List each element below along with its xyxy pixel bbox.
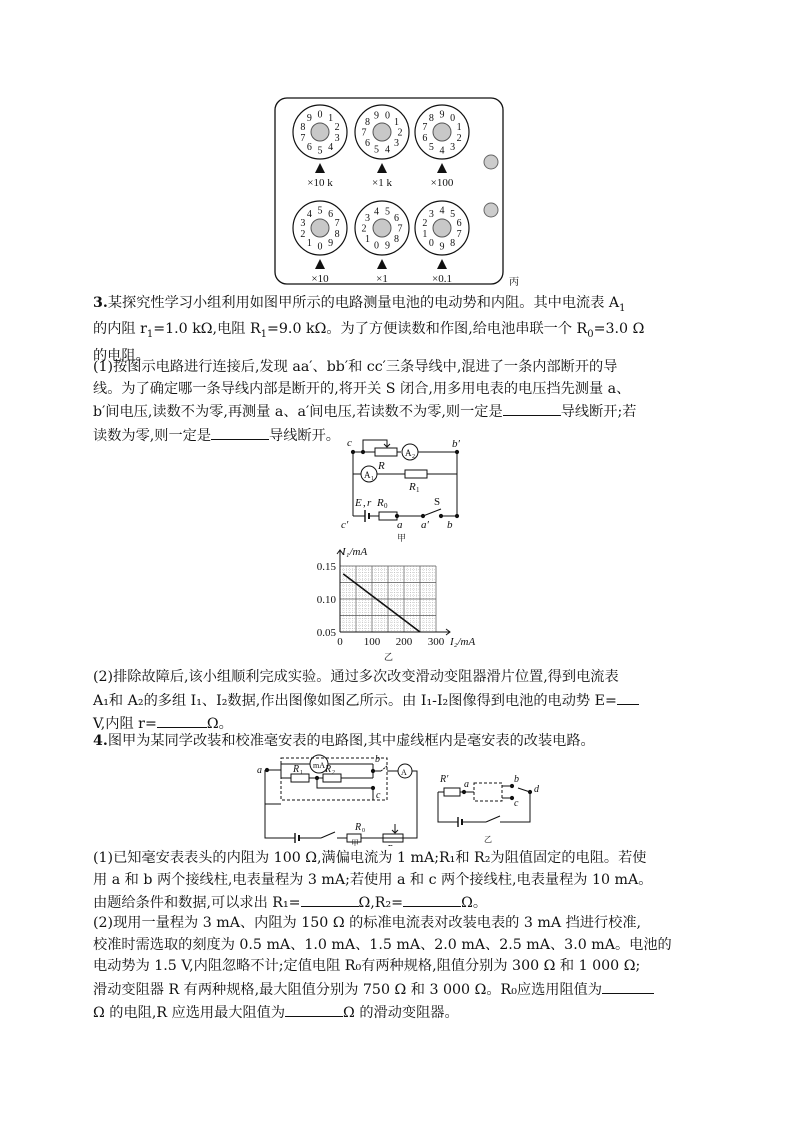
svg-text:1: 1 xyxy=(456,121,462,133)
y-tick-label: 0.05 xyxy=(316,627,336,639)
resistance-box-diagram xyxy=(272,96,524,288)
svg-text:8: 8 xyxy=(428,112,434,124)
svg-text:5: 5 xyxy=(385,206,391,218)
y-tick-label: 0.15 xyxy=(316,561,336,573)
svg-text:2: 2 xyxy=(361,223,367,235)
q3-number: 3. xyxy=(93,295,108,311)
q3-intro: 3.某探究性学习小组利用如图甲所示的电路测量电池的电动势和内阻。其中电流表 $A_1$ 的内阻 $r_1=1.0$ kΩ,电阻 $R_1=9.0$ kΩ。为了方便读数和作图,给电池串联一个 $R_0=3.0$ Ω 的电阻。 xyxy=(93,295,645,364)
q4-part2-line4: 滑动变阻器 R 有两种规格,最大阻值分别为 750 Ω 和 3 000 Ω。R₀应选用阻值为 xyxy=(93,981,603,998)
svg-text:5: 5 xyxy=(317,145,323,157)
svg-text:1: 1 xyxy=(328,112,334,124)
svg-text:8: 8 xyxy=(300,121,306,133)
q3-part1 xyxy=(93,357,705,447)
dial-label-6: ×0.1 xyxy=(432,273,452,285)
q3-intro-line2c: =9.0 kΩ。为了方便读数和作图,给电池串联一个 R xyxy=(267,321,588,338)
answer-blank-3[interactable] xyxy=(617,689,639,705)
svg-text:7: 7 xyxy=(361,127,367,139)
x-axis-label: I₂/mA xyxy=(450,636,476,648)
q4-part1-line3b: Ω,R₂= xyxy=(358,895,404,911)
q3-part1-line4a: 读数为零,则一定是 xyxy=(93,427,212,444)
svg-text:2: 2 xyxy=(332,770,335,776)
svg-text:A: A xyxy=(364,470,371,480)
q4-part2-line5b: Ω 的滑动变阻器。 xyxy=(343,1005,459,1021)
svg-text:9: 9 xyxy=(373,110,379,122)
figure-bing-caption: 丙 xyxy=(509,277,519,288)
svg-text:8: 8 xyxy=(334,229,340,241)
q4-circuit-diagram-jia xyxy=(255,754,420,846)
x-tick-label: 300 xyxy=(427,636,445,648)
svg-text:8: 8 xyxy=(394,234,400,246)
q4-fig-jia-caption: 甲 xyxy=(351,839,359,846)
svg-text:2: 2 xyxy=(397,127,403,139)
svg-text:1: 1 xyxy=(306,238,312,250)
svg-text:4: 4 xyxy=(385,144,391,156)
q4-circuit-yi xyxy=(434,770,544,850)
answer-blank-5[interactable] xyxy=(301,891,359,907)
svg-text:0: 0 xyxy=(428,238,434,250)
q4-part2-line1: (2)现用一量程为 3 mA、内阻为 150 Ω 的标准电流表对改装电表的 3 mA 挡进行校准, xyxy=(93,915,642,931)
q3-intro-line1: 某探究性学习小组利用如图甲所示的电路测量电池的电动势和内阻。其中电流表 A xyxy=(107,295,620,311)
svg-text:mA: mA xyxy=(313,761,325,770)
q3-fig-jia-caption: 甲 xyxy=(397,533,407,543)
svg-text:c: c xyxy=(347,437,352,449)
svg-text:c: c xyxy=(376,790,381,801)
svg-text:0: 0 xyxy=(385,110,391,122)
svg-text:4: 4 xyxy=(439,145,445,157)
svg-text:4: 4 xyxy=(373,206,379,218)
svg-text:5: 5 xyxy=(373,144,379,156)
q3-intro-line2: 的内阻 r xyxy=(93,321,147,338)
svg-text:0: 0 xyxy=(317,109,323,121)
svg-text:7: 7 xyxy=(456,229,462,241)
q3-part2-line3a: V,内阻 r= xyxy=(93,716,157,732)
svg-text:a: a xyxy=(464,779,469,790)
svg-text:3: 3 xyxy=(394,138,400,150)
q4-part2-line3: 电动势为 1.5 V,内阻忽略不计;定值电阻 R₀有两种规格,阻值分别为 300 Ω 和 1 000 Ω; xyxy=(93,958,641,974)
svg-text:r: r xyxy=(367,497,372,509)
svg-text:A: A xyxy=(401,768,407,777)
svg-text:b: b xyxy=(447,519,453,531)
q4-part2-line5a: Ω 的电阻,R 应选用最大阻值为 xyxy=(93,1005,286,1021)
svg-text:1: 1 xyxy=(300,770,303,776)
svg-text:0: 0 xyxy=(362,828,365,834)
q3-part1-line3b: 导线断开;若 xyxy=(560,404,637,420)
svg-text:0: 0 xyxy=(317,241,323,253)
svg-text:7: 7 xyxy=(334,217,340,229)
svg-text:3: 3 xyxy=(334,133,340,145)
dial-label-5: ×1 xyxy=(376,273,388,285)
answer-blank-6[interactable] xyxy=(403,891,461,907)
y-tick-label: 0.10 xyxy=(316,594,336,606)
q3-part2-line3b: Ω。 xyxy=(206,716,233,732)
svg-text:R: R xyxy=(377,497,384,509)
dial-label-2: ×1 k xyxy=(372,177,392,189)
svg-text:9: 9 xyxy=(439,109,445,121)
svg-text:1: 1 xyxy=(416,486,420,494)
x-tick-label: 100 xyxy=(363,636,381,648)
svg-text:6: 6 xyxy=(328,208,334,220)
svg-text:b: b xyxy=(375,754,380,765)
svg-text:6: 6 xyxy=(364,138,370,150)
svg-text:1: 1 xyxy=(394,116,400,128)
q3-circuit-diagram xyxy=(335,436,475,546)
answer-blank-1[interactable] xyxy=(503,400,561,416)
svg-text:1: 1 xyxy=(371,476,374,482)
q3-i1-i2-chart xyxy=(300,545,500,665)
q3-fig-yi-caption: 乙 xyxy=(384,652,394,662)
svg-text:5: 5 xyxy=(450,208,456,220)
svg-text:6: 6 xyxy=(456,217,462,229)
svg-text:9: 9 xyxy=(439,241,445,253)
svg-text:4: 4 xyxy=(439,205,445,217)
svg-text:2: 2 xyxy=(422,217,428,229)
answer-blank-7[interactable] xyxy=(602,978,654,994)
svg-text:a: a xyxy=(257,765,262,776)
svg-text:5: 5 xyxy=(428,142,434,154)
svg-text:R: R xyxy=(355,822,362,833)
q3-intro-line3: 的电阻。 xyxy=(93,347,150,364)
svg-text:3: 3 xyxy=(428,208,434,220)
svg-text:7: 7 xyxy=(397,223,403,235)
dial-label-4: ×10 xyxy=(311,273,329,285)
q3-intro-line2d: =3.0 Ω xyxy=(593,321,645,338)
svg-text:R: R xyxy=(409,481,416,493)
svg-text:b: b xyxy=(514,774,519,785)
svg-text:c′: c′ xyxy=(341,519,349,531)
figure-bing xyxy=(272,96,524,288)
svg-text:A: A xyxy=(405,448,412,458)
x-tick-label: 200 xyxy=(395,636,413,648)
svg-text:4: 4 xyxy=(306,208,312,220)
svg-text:2: 2 xyxy=(334,121,340,133)
q4-part2-line2: 校准时需选取的刻度为 0.5 mA、1.0 mA、1.5 mA、2.0 mA、2.5 mA、3.0 mA。电池的 xyxy=(93,936,672,953)
svg-text:2: 2 xyxy=(300,229,306,241)
svg-text:E: E xyxy=(355,497,362,509)
answer-blank-4[interactable] xyxy=(157,712,207,728)
q4-part1-line2: 用 a 和 b 两个接线柱,电表量程为 3 mA;若使用 a 和 c 两个接线柱,电表量程为 10 mA。 xyxy=(93,871,653,888)
svg-text:4: 4 xyxy=(328,142,334,154)
svg-text:2: 2 xyxy=(412,454,415,460)
answer-blank-2[interactable] xyxy=(211,424,269,440)
svg-text:a′: a′ xyxy=(421,519,429,531)
q3-intro-line2b: =1.0 kΩ,电阻 R xyxy=(153,321,261,338)
q4-part1-line1: (1)已知毫安表表头的内阻为 100 Ω,满偏电流为 1 mA;R₁和 R₂为阻值固定的电阻。若使 xyxy=(93,850,647,866)
dial-label-3: ×100 xyxy=(430,177,454,189)
q3-part2 xyxy=(93,667,705,736)
svg-text:8: 8 xyxy=(364,116,370,128)
q4-part1 xyxy=(93,848,705,915)
svg-text:9: 9 xyxy=(306,112,312,124)
q4-intro xyxy=(93,731,705,753)
svg-text:6: 6 xyxy=(422,133,428,145)
svg-text:R: R xyxy=(293,764,300,775)
svg-text:d: d xyxy=(534,784,539,795)
q3-circuit-jia xyxy=(335,436,475,546)
svg-text:0: 0 xyxy=(373,240,379,252)
svg-text:8: 8 xyxy=(450,238,456,250)
svg-text:R: R xyxy=(378,460,385,472)
svg-text:7: 7 xyxy=(422,121,428,133)
q3-part2-line1: (2)排除故障后,该小组顺利完成实验。通过多次改变滑动变阻器滑片位置,得到电流表 xyxy=(93,669,619,685)
q4-circuit-diagram-yi xyxy=(434,770,544,850)
svg-text:0: 0 xyxy=(384,502,388,510)
svg-text:,: , xyxy=(363,497,366,509)
q4-fig-yi-caption: 乙 xyxy=(484,835,492,844)
q4-part1-line3a: 由题给条件和数据,可以求出 R₁= xyxy=(93,895,301,911)
dial-label-1: ×10 k xyxy=(307,177,333,189)
q3-part1-line2: 线。为了确定哪一条导线内部是断开的,将开关 S 闭合,用多用电表的电压挡先测量 a、 xyxy=(93,380,631,397)
q3-part1-line3a: b′间电压,读数不为零,再测量 a、a′间电压,若读数不为零,则一定是 xyxy=(93,404,503,420)
q4-intro-text: 图甲为某同学改装和校准毫安表的电路图,其中虚线框内是毫安表的改装电路。 xyxy=(107,733,595,749)
svg-text:3: 3 xyxy=(300,217,306,229)
q3-graph-yi xyxy=(300,545,500,665)
svg-text:R′: R′ xyxy=(440,774,449,785)
svg-text:2: 2 xyxy=(456,133,462,145)
q4-circuit-jia xyxy=(255,754,420,846)
svg-text:c: c xyxy=(514,798,519,809)
q3-part1-line4b: 导线断开。 xyxy=(269,427,340,444)
svg-text:3: 3 xyxy=(450,142,456,154)
svg-text:b′: b′ xyxy=(452,438,460,450)
svg-text:6: 6 xyxy=(394,212,400,224)
svg-text:1: 1 xyxy=(422,229,428,241)
svg-text:S: S xyxy=(434,496,441,508)
svg-text:7: 7 xyxy=(300,133,306,145)
q3-part2-line2: A₁和 A₂的多组 I₁、I₂数据,作出图像如图乙所示。由 I₁-I₂图像得到电池的电动势 E= xyxy=(93,692,617,709)
svg-text:9: 9 xyxy=(385,240,391,252)
svg-text:6: 6 xyxy=(306,142,312,154)
q4-part1-line3c: Ω。 xyxy=(461,895,488,911)
q3-part1-line1: (1)按图示电路进行连接后,发现 aa′、bb′和 cc′三条导线中,混进了一条内部断开的导 xyxy=(93,359,618,375)
y-axis-label: I₁/mA xyxy=(342,546,368,558)
svg-text:0: 0 xyxy=(450,112,456,124)
x-tick-label: 0 xyxy=(337,636,343,648)
q4-number: 4. xyxy=(93,733,108,749)
svg-text:5: 5 xyxy=(317,205,323,217)
answer-blank-8[interactable] xyxy=(285,1001,343,1017)
svg-text:R: R xyxy=(325,764,332,775)
svg-text:1: 1 xyxy=(364,234,370,246)
svg-text:3: 3 xyxy=(364,212,370,224)
svg-text:a: a xyxy=(397,519,403,531)
q4-part2 xyxy=(93,913,705,1025)
svg-text:R xyxy=(386,844,393,846)
svg-text:9: 9 xyxy=(328,238,334,250)
